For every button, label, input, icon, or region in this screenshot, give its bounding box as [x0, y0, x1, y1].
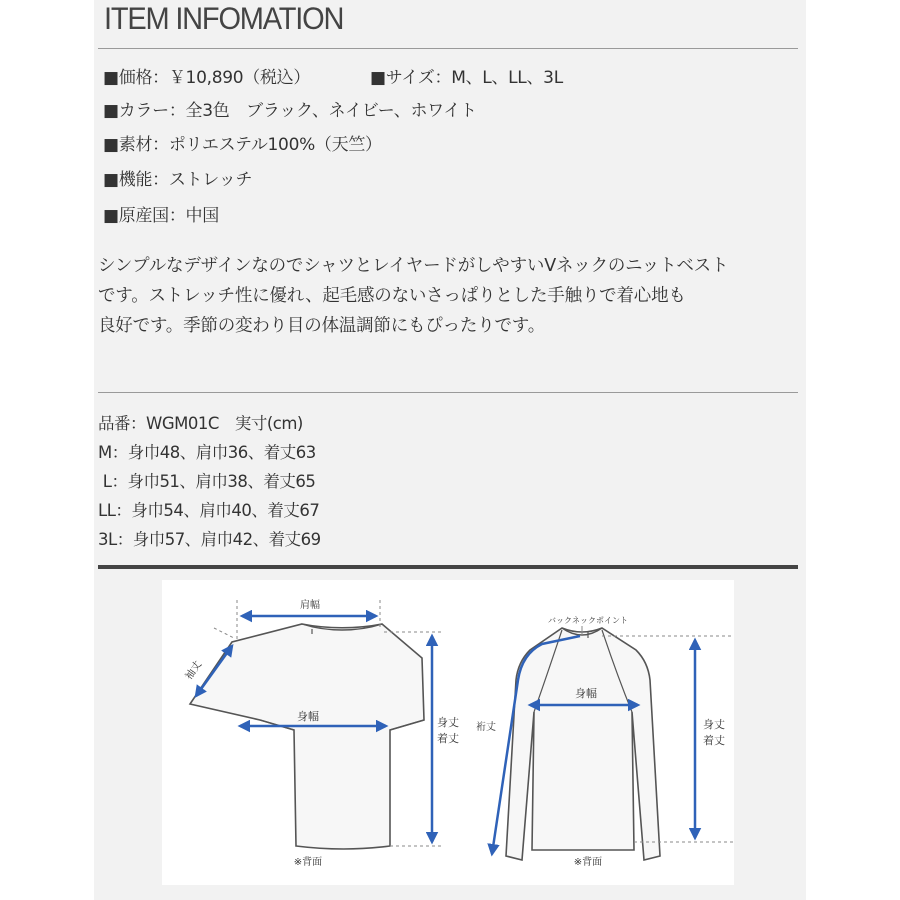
sweater-back-illustration: [506, 628, 660, 860]
left-length-label-1: 身丈: [437, 716, 459, 729]
back-neck-point-label: バックネックポイント: [548, 616, 628, 625]
right-length-label-1: 身丈: [703, 718, 725, 731]
tshirt-back-illustration: [190, 624, 424, 849]
size-row-m: M：身巾48、肩巾36、着丈63: [98, 443, 316, 462]
size-row-3l: 3L：身巾57、肩巾42、着丈69: [98, 530, 321, 549]
description-divider: [98, 392, 798, 393]
page-title: ITEM INFOMATION: [104, 2, 344, 37]
spec-size: ■サイズ：M、L、LL、3L: [370, 68, 563, 88]
size-table-header: 品番：WGM01C 実寸(cm): [98, 414, 303, 433]
spec-color: ■カラー：全3色 ブラック、ネイビー、ホワイト: [103, 101, 477, 121]
description-line-1: シンプルなデザインなのでシャツとレイヤードがしやすいVネックのニットベスト: [98, 256, 729, 276]
right-back-note: ※背面: [573, 857, 603, 868]
right-body-width-label: 身幅: [575, 687, 597, 700]
left-back-note: ※背面: [293, 857, 323, 868]
shoulder-width-label: 肩幅: [300, 600, 320, 611]
left-length-label-2: 着丈: [437, 732, 459, 745]
description-line-3: 良好です。季節の変わり目の体温調節にもぴったりです。: [98, 316, 545, 336]
measurement-diagram: [162, 580, 734, 885]
spec-price: ■価格：￥10,890（税込）: [103, 68, 311, 88]
sleeve-length-label: 袖丈: [183, 659, 205, 682]
spec-origin: ■原産国：中国: [103, 206, 219, 226]
size-divider: [98, 565, 798, 569]
size-row-ll: LL：身巾54、肩巾40、着丈67: [98, 501, 320, 520]
title-divider: [98, 48, 798, 49]
yuki-length-label: 裄丈: [476, 722, 496, 733]
spec-function: ■機能：ストレッチ: [103, 170, 253, 190]
left-body-width-label: 身幅: [297, 710, 319, 723]
spec-material: ■素材：ポリエステル100%（天竺）: [103, 135, 382, 155]
description-line-2: です。ストレッチ性に優れ、起毛感のないさっぱりとした手触りで着心地も: [98, 286, 686, 306]
size-row-l: L：身巾51、肩巾38、着丈65: [98, 472, 316, 491]
right-length-label-2: 着丈: [703, 734, 725, 747]
